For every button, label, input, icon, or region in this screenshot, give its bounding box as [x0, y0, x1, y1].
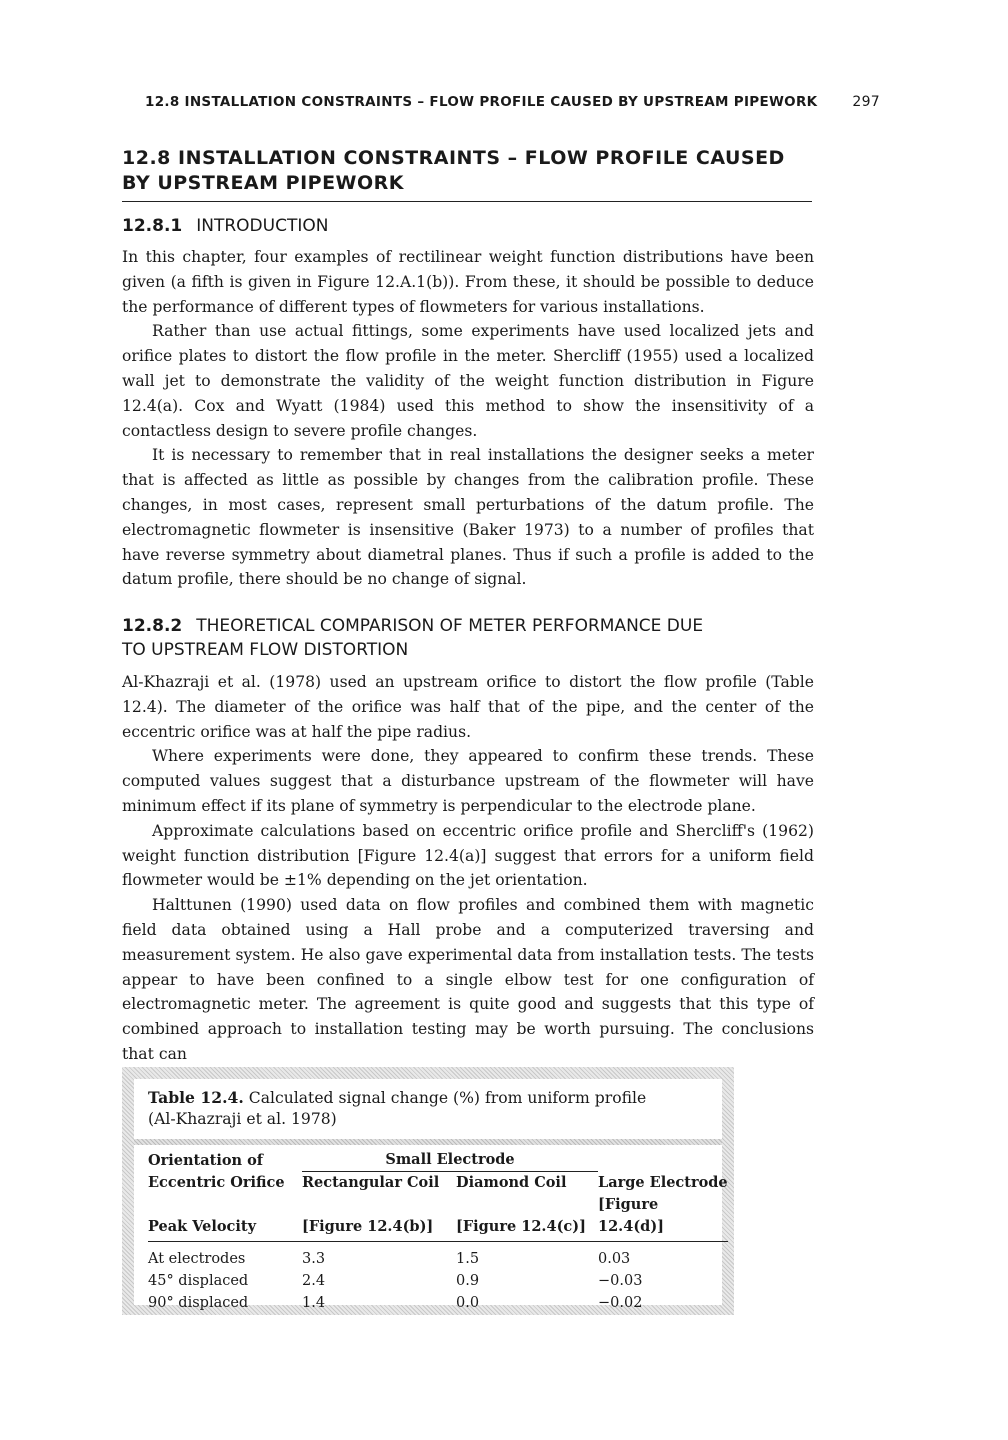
table-top-rule: [134, 1139, 722, 1145]
section-title-line2: BY UPSTREAM PIPEWORK: [122, 172, 405, 194]
comparison-text: [122, 670, 814, 1067]
cell-rectangular: 2.4: [302, 1273, 326, 1289]
paragraph: Where experiments were done, they appeared to confirm these trends. These computed values suggest that a disturbance upstream of the flowmeter will have minimum effect if its plane of symmetry is perpendicular to the electrode plane.: [122, 747, 814, 815]
table-caption-text: Calculated signal change (%) from uniform profile: [248, 1089, 647, 1107]
subsection-title: INTRODUCTION: [196, 216, 329, 236]
subsection-title-line1: THEORETICAL COMPARISON OF METER PERFORMANCE DUE: [196, 616, 704, 636]
table-caption-source: (Al-Khazraji et al. 1978): [148, 1110, 337, 1128]
subsection-heading-2: [122, 614, 812, 662]
paragraph: In this chapter, four examples of rectilinear weight function distributions have been given (a fifth is given in Figure 12.A.1(b)). From these, it should be possible to deduce the performance of different types of flowmeters for various installations.: [122, 248, 814, 316]
col2-header-line2: [Figure 12.4(c)]: [456, 1194, 598, 1242]
cell-large: 0.03: [598, 1251, 631, 1267]
paragraph: Approximate calculations based on eccentric orifice profile and Shercliff's (1962) weight function distribution [Figure 12.4(a)] suggest that errors for a uniform field flowmeter would be ±1% depending on the jet orientation.: [122, 821, 814, 890]
paragraph: It is necessary to remember that in real installations the designer seeks a meter that is affected as little as possible by changes from the calibration profile. These changes, in most cases, represent small perturbations of the datum profile. The electromagnetic flowmeter is insensitive (Baker 1973) to a number of profiles that have reverse symmetry about diametral planes. Thus if such a profile is added to the datum profile, there should be no change of signal.: [122, 446, 814, 589]
intro-text: [122, 245, 814, 592]
col3-header-line1: Large Electrode: [598, 1174, 728, 1191]
cell-orientation: At electrodes: [148, 1251, 246, 1267]
col1-header-line2: [Figure 12.4(b)]: [302, 1194, 456, 1242]
table-panel: [134, 1079, 728, 1311]
col2-header-line1: Diamond Coil: [456, 1174, 567, 1191]
cell-orientation: 90° displaced: [148, 1295, 249, 1311]
subsection-title-line2: TO UPSTREAM FLOW DISTORTION: [122, 640, 409, 660]
cell-orientation: 45° displaced: [148, 1273, 249, 1289]
paragraph: Rather than use actual fittings, some experiments have used localized jets and orifice plates to distort the flow profile in the meter. Shercliff (1955) used a localized wall jet to demonstrate the validity of the weight function distribution in Figure 12.4(a). Cox and Wyatt (1984) used this method to show the insensitivity of a contactless design to severe profile changes.: [122, 322, 814, 440]
table-row: [148, 1270, 728, 1292]
table-row: [148, 1292, 728, 1314]
col3-header-line2: [Figure 12.4(d)]: [598, 1194, 728, 1242]
section-rule: [122, 201, 812, 202]
subsection-number: 12.8.1: [122, 216, 183, 236]
signal-change-table: [148, 1149, 728, 1314]
subsection-heading-1: [122, 214, 812, 238]
section-title: [122, 146, 812, 196]
table-label: Table 12.4.: [148, 1088, 244, 1107]
table-row: [148, 1242, 728, 1271]
col1-header-line1: Rectangular Coil: [302, 1174, 440, 1191]
cell-rectangular: 3.3: [302, 1251, 326, 1267]
cell-diamond: 0.0: [456, 1295, 480, 1311]
col0-header-line3: Peak Velocity: [148, 1194, 302, 1242]
cell-large: −0.03: [598, 1273, 643, 1289]
cell-rectangular: 1.4: [302, 1295, 326, 1311]
cell-diamond: 0.9: [456, 1273, 480, 1289]
cell-diamond: 1.5: [456, 1251, 480, 1267]
cell-large: −0.02: [598, 1295, 643, 1311]
section-title-line1: 12.8 INSTALLATION CONSTRAINTS – FLOW PROFILE CAUSED: [122, 147, 785, 169]
running-header: [145, 94, 880, 110]
group-header: Small Electrode: [302, 1149, 598, 1172]
table-frame: [122, 1067, 734, 1315]
paragraph: Halttunen (1990) used data on flow profiles and combined them with magnetic field data obtained using a Hall probe and a computerized traversing and measurement system. He also gave experimental data from installation tests. The tests appear to have been confined to a single elbow test for one configuration of electromagnetic meter. The agreement is quite good and suggests that this type of combined approach to installation testing may be worth pursuing. The conclusions that can: [122, 896, 814, 1063]
col0-header-line1: Orientation of: [148, 1151, 264, 1169]
paragraph: Al-Khazraji et al. (1978) used an upstream orifice to distort the flow profile (Table 12.4). The diameter of the orifice was half that of the pipe, and the center of the eccentric orifice was at half the pipe radius.: [122, 673, 814, 741]
col0-header-line2: Eccentric Orifice: [148, 1174, 285, 1191]
subsection-number: 12.8.2: [122, 616, 183, 636]
page-number: 297: [852, 94, 880, 110]
table-caption: [148, 1087, 708, 1130]
running-title: 12.8 INSTALLATION CONSTRAINTS – FLOW PROFILE CAUSED BY UPSTREAM PIPEWORK: [145, 94, 818, 110]
